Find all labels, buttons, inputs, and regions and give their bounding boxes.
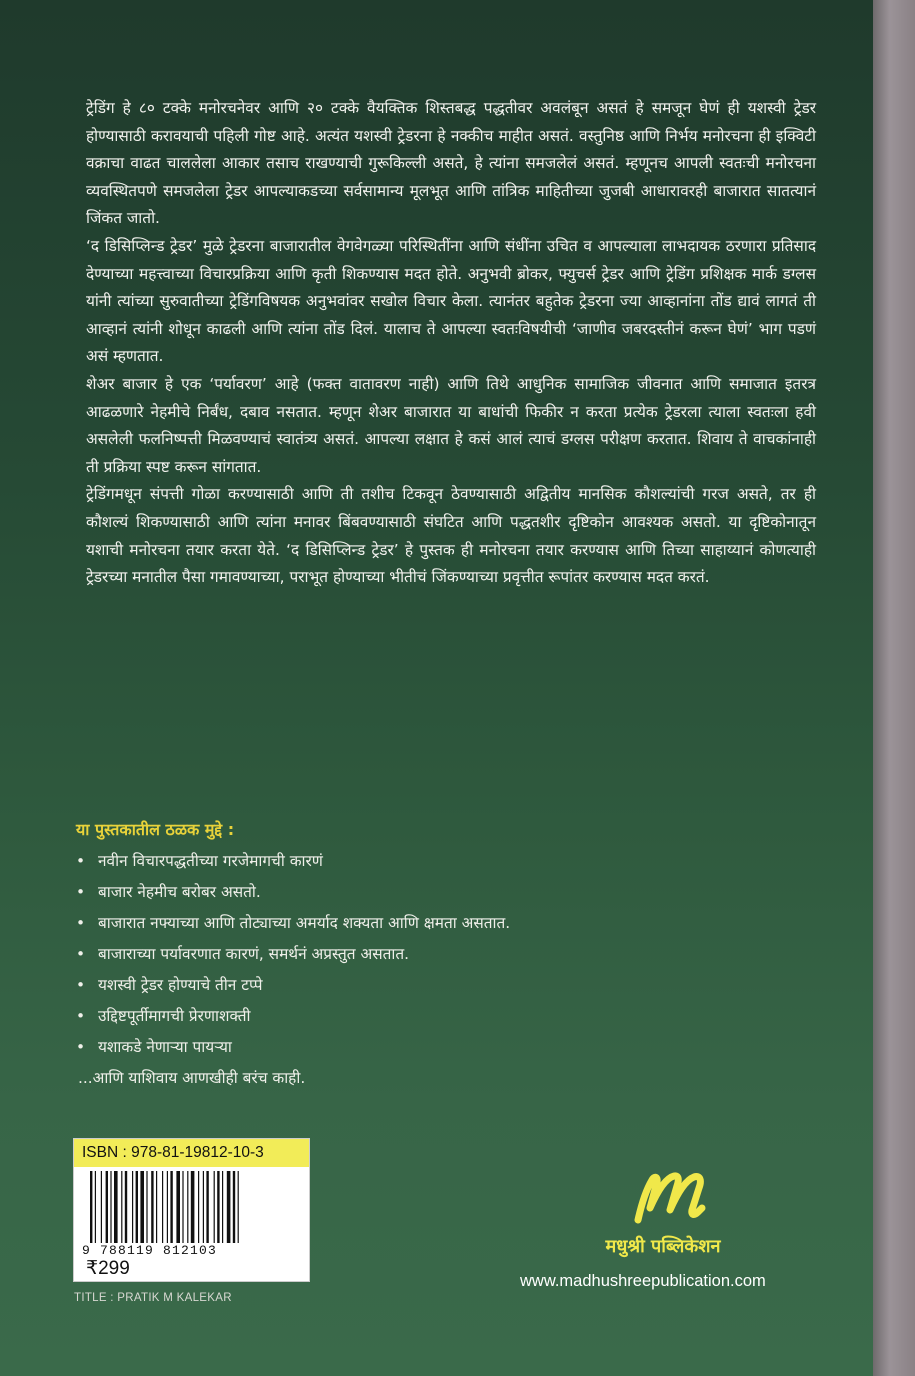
barcode-bars [88, 1171, 298, 1243]
highlight-item: • बाजारात नफ्याच्या आणि तोट्याच्या अमर्याद शक्यता आणि क्षमता असतात. [76, 908, 796, 939]
highlights-list [76, 846, 796, 1063]
barcode-bar [203, 1171, 204, 1243]
highlight-item: • यशस्वी ट्रेडर होण्याचे तीन टप्पे [76, 970, 796, 1001]
highlight-item: • उद्दिष्टपूर्तीमागची प्रेरणाशक्ती [76, 1001, 796, 1032]
barcode-bar [162, 1171, 163, 1243]
publisher-url: www.madhushreepublication.com [520, 1272, 766, 1290]
book-edge [873, 0, 915, 1376]
barcode-bar [106, 1171, 108, 1243]
barcode-bar [90, 1171, 92, 1243]
barcode-bar [140, 1171, 144, 1243]
barcode-sticker [73, 1138, 310, 1282]
barcode-bar [217, 1171, 219, 1243]
barcode-bar [238, 1171, 239, 1243]
barcode-bar [182, 1171, 183, 1243]
barcode-digits: 9 788119 812103 [82, 1243, 218, 1258]
highlights-more: ...आणि याशिवाय आणखीही बरंच काही. [78, 1069, 306, 1087]
barcode-bar [156, 1171, 157, 1243]
publisher-logo-icon [632, 1168, 714, 1226]
barcode-bar [206, 1171, 208, 1243]
barcode-bar [110, 1171, 111, 1243]
highlights-title: या पुस्तकातील ठळक मुद्दे : [76, 820, 235, 839]
isbn-label: ISBN : 978-81-19812-10-3 [74, 1139, 309, 1167]
highlights-section [76, 818, 796, 1093]
highlight-item: • यशाकडे नेणाऱ्या पायऱ्या [76, 1032, 796, 1063]
barcode-bar [146, 1171, 147, 1243]
barcode-bar [187, 1171, 188, 1243]
barcode-bar [114, 1171, 118, 1243]
blurb-paragraph-2: ‘द डिसिप्लिन्ड ट्रेडर’ मुळे ट्रेडरना बाजारातील वेगवेगळ्या परिस्थितींना आणि संधींना उचित व आपल्याला लाभदायक ठरणारा प्रतिसाद देण्याच्या महत्त्वाच्या विचारप्रक्रिया आणि कृती शिकण्यास मदत होते. अनुभवी ब्रोकर, फ्युचर्स ट्रेडर आणि ट्रेडिंग प्रशिक्षक मार्क डग्लस यांनी त्यांच्या सुरुवातीच्या ट्रेडिंगविषयक अनुभवांवर सखोल विचार केला. त्यानंतर बहुतेक ट्रेडरना ज्या आव्हानांना तोंड द्यावं लागतं ती आव्हानं त्यांनी शोधून काढली आणि त्यांना तोंड दिलं. यालाच ते आपल्या स्वतःविषयीची ‘जाणीव जबरदस्तीनं करून घेणं’ भाग पडणं असं म्हणतात. [86, 236, 816, 366]
barcode-bar [170, 1171, 172, 1243]
barcode-bar [95, 1171, 96, 1243]
highlight-item: • नवीन विचारपद्धतीच्या गरजेमागची कारणं [76, 846, 796, 877]
barcode-bar [151, 1171, 153, 1243]
barcode-bar [136, 1171, 138, 1243]
blurb [86, 95, 816, 592]
barcode-bar [191, 1171, 195, 1243]
barcode-bar [198, 1171, 199, 1243]
barcode-bar [101, 1171, 102, 1243]
barcode-bar [121, 1171, 122, 1243]
blurb-paragraph-1: ट्रेडिंग हे ८० टक्के मनोरचनेवर आणि २० टक्के वैयक्तिक शिस्तबद्ध पद्धतीवर अवलंबून असतं हे समजून घेणं ही यशस्वी ट्रेडर होण्यासाठी करावयाची पहिली गोष्ट आहे. अत्यंत यशस्वी ट्रेडरना हे नक्कीच माहीत असतं. वस्तुनिष्ठ आणि निर्भय मनोरचना ही इक्विटी वक्राचा वाढत चाललेला आकार तसाच राखण्याची गुरूकिल्ली असते, हे त्यांना समजलेलं असतं. म्हणूनच आपली स्वतःची मनोरचना व्यवस्थितपणे समजलेला ट्रेडर आपल्याकडच्या सर्वसामान्य मूलभूत आणि तांत्रिक माहितीच्या जुजबी आधारावरही बाजारात सातत्यानं जिंकत जातो. [86, 99, 816, 228]
barcode-bar [176, 1171, 180, 1243]
barcode-bar [222, 1171, 223, 1243]
cover-credit: TITLE : PRATIK M KALEKAR [74, 1292, 232, 1304]
blurb-paragraph-3: शेअर बाजार हे एक ‘पर्यावरण’ आहे (फक्त वातावरण नाही) आणि तिथे आधुनिक सामाजिक जीवनात आणि समाजात इतरत्र आढळणारे नेहमीचे निर्बंध, दबाव नसतात. म्हणून शेअर बाजारात या बाधांची फिकीर न करता प्रत्येक ट्रेडरला त्याला स्वतःला हवी असलेली फलनिष्पत्ती मिळवण्याचं स्वातंत्र्य असतं. आपल्या लक्षात हे कसं आलं त्याचं डग्लस परीक्षण करतात. शिवाय ते वाचकांनाही ती प्रक्रिया स्पष्ट करून सांगतात. [86, 374, 816, 476]
barcode-bar [233, 1171, 235, 1243]
highlight-item: • बाजार नेहमीच बरोबर असतो. [76, 877, 796, 908]
blurb-paragraph-4: ट्रेडिंगमधून संपत्ती गोळा करण्यासाठी आणि ती तशीच टिकवून ठेवण्यासाठी अद्वितीय मानसिक कौशल्यांची गरज असते, तर ही कौशल्यं शिकण्यासाठी आणि त्यांना मनावर बिंबवण्यासाठी संघटित आणि पद्धतशीर दृष्टिकोन आवश्यक असतो. या दृष्टिकोनातून यशाची मनोरचना तयार करता येते. ‘द डिसिप्लिन्ड ट्रेडर’ हे पुस्तक ही मनोरचना तयार करण्यास आणि तिच्या साहाय्यानं कोणत्याही ट्रेडरच्या मनातील पैसा गमावण्याच्या, पराभूत होण्याच्या भीतीचं जिंकण्याच्या प्रवृत्तीत रूपांतर करण्यास मदत करतं. [86, 485, 816, 587]
barcode-bar [125, 1171, 127, 1243]
price-label: ₹299 [86, 1258, 130, 1279]
barcode-bar [167, 1171, 168, 1243]
barcode-bar [214, 1171, 215, 1243]
barcode-bar [227, 1171, 231, 1243]
publisher-name: मधुश्री पब्लिकेशन [605, 1236, 721, 1257]
highlight-item: • बाजाराच्या पर्यावरणात कारणं, समर्थनं अप्रस्तुत असतात. [76, 939, 796, 970]
barcode-bar [132, 1171, 133, 1243]
